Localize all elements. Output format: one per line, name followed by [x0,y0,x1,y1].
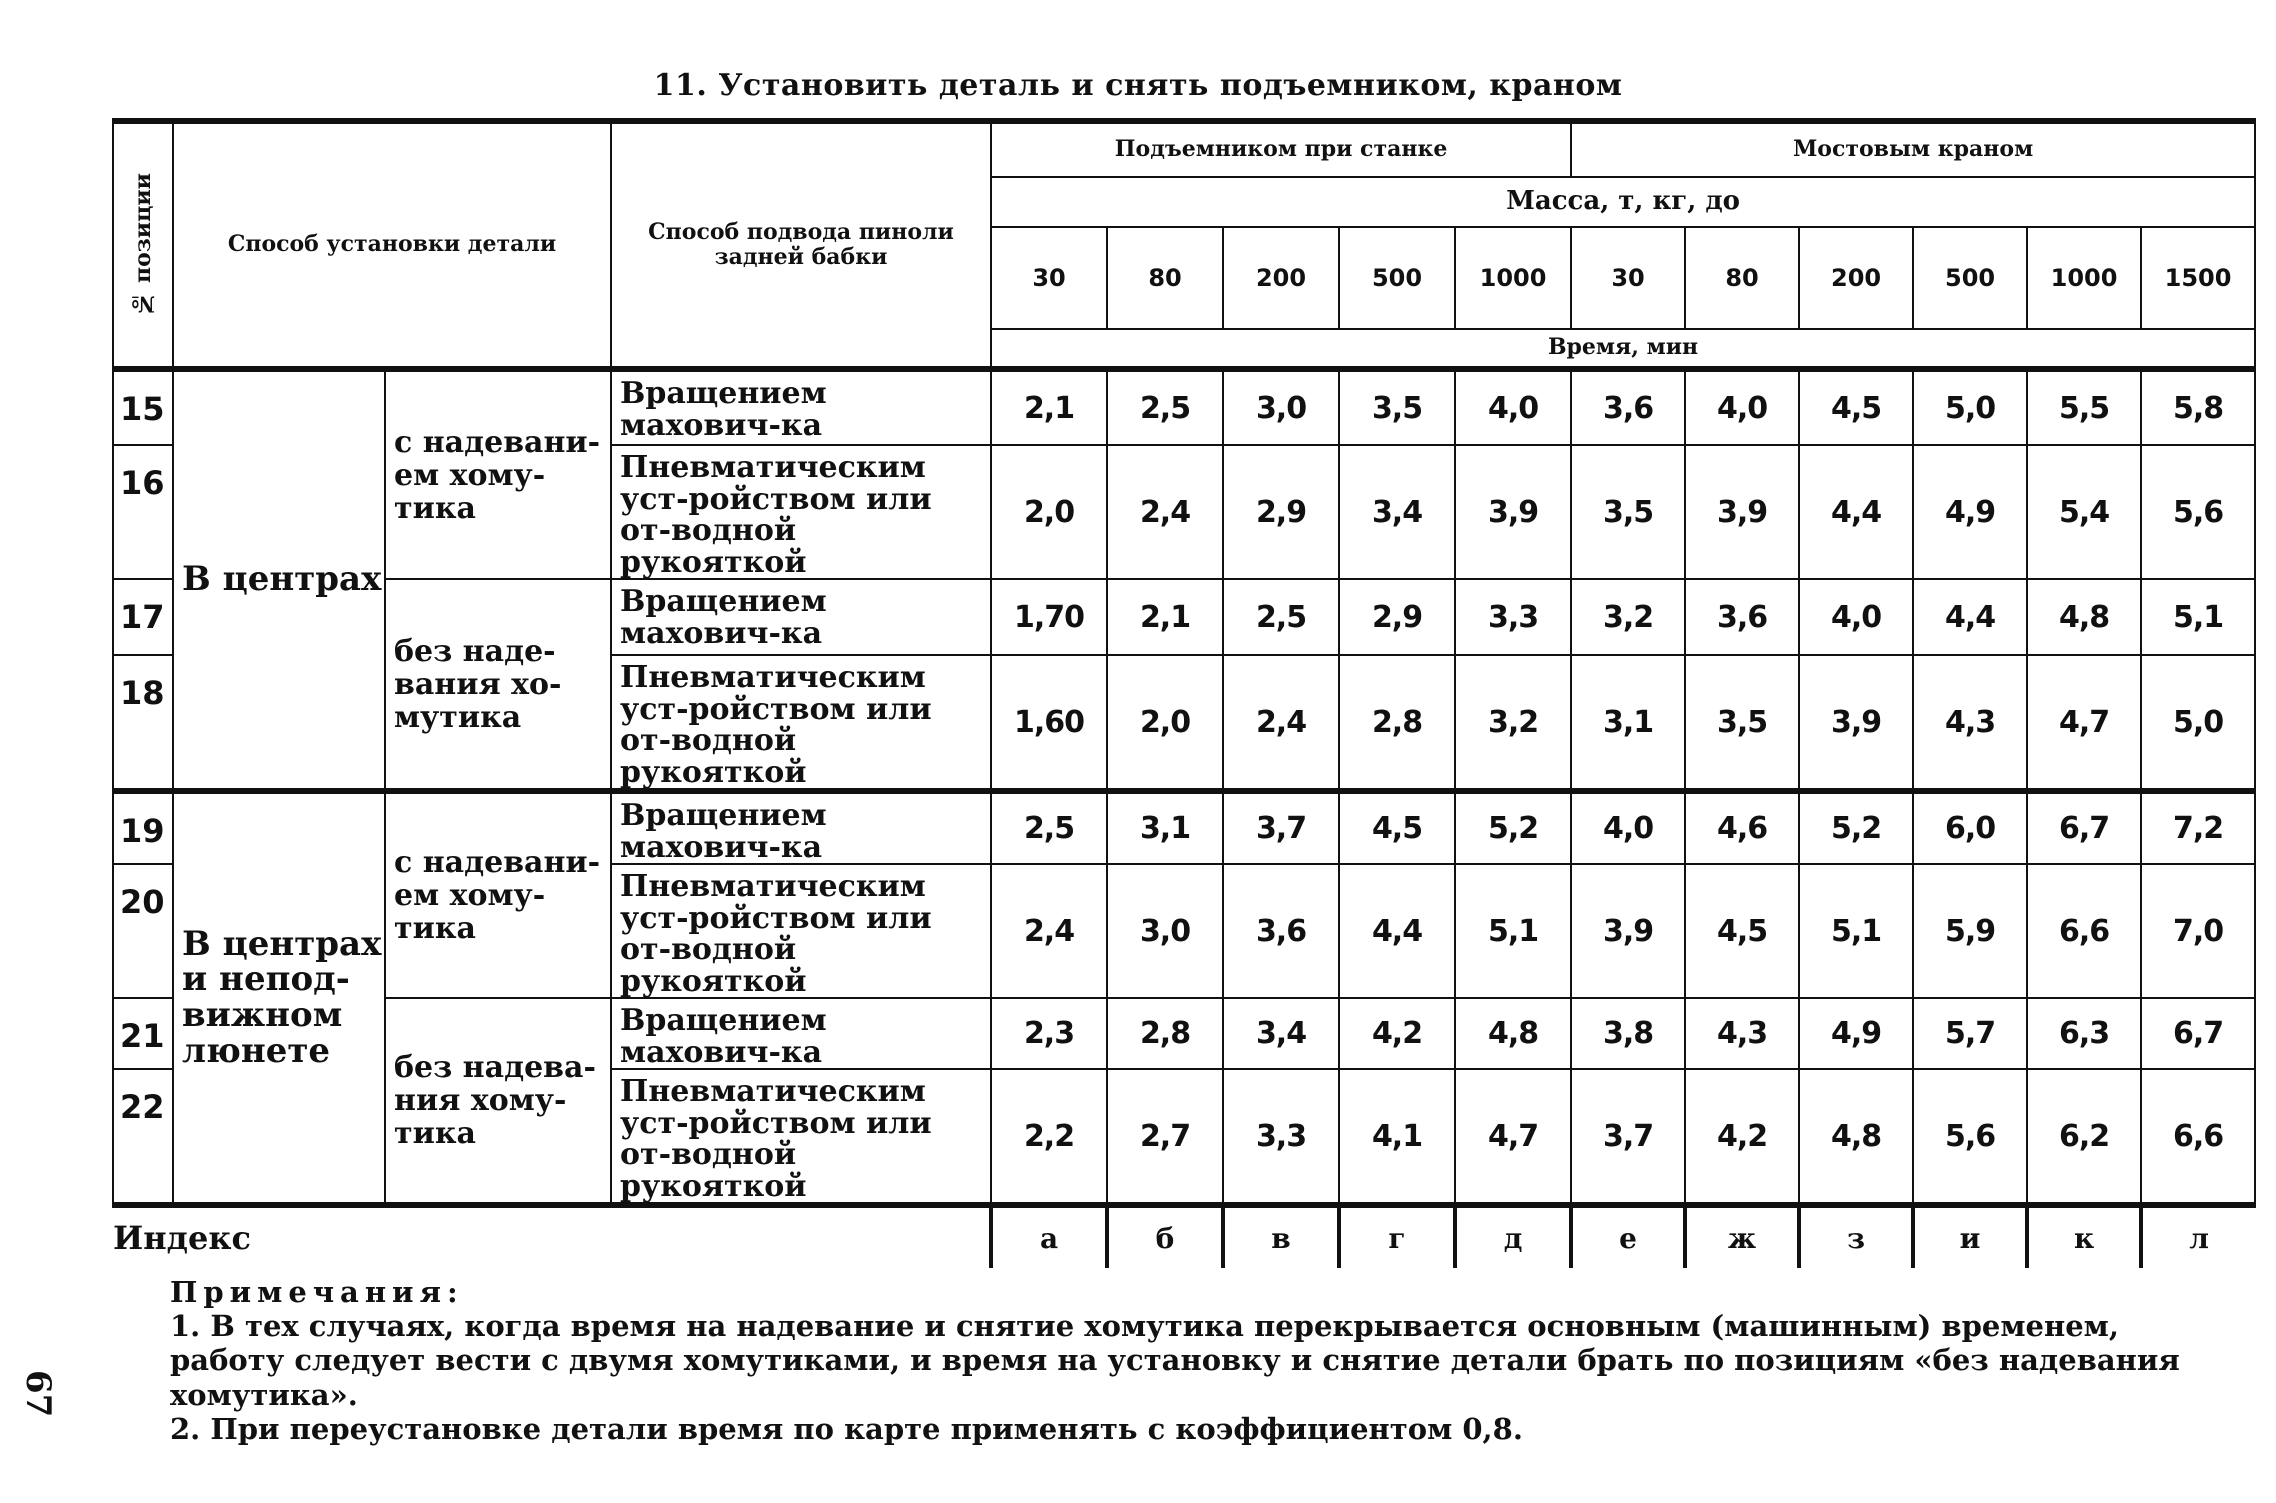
time-value: 2,9 [1339,579,1455,655]
time-value: 3,6 [1685,579,1799,655]
position-number: 22 [113,1069,173,1205]
mass-header: Масса, т, кг, до [991,177,2255,227]
time-value: 2,8 [1339,655,1455,791]
time-value: 3,9 [1799,655,1913,791]
time-value: 1,60 [991,655,1107,791]
note-2: 2. При переустановке детали время по карте применять с коэффициентом 0,8. [170,1411,1523,1446]
table-body [113,369,2255,1268]
time-value: 5,7 [1913,998,2027,1069]
time-value: 5,1 [1799,864,1913,998]
pinol-method-cell: Вращением махович-ка [611,791,991,864]
time-value: 4,7 [2027,655,2141,791]
mass-cell-crane: 1000 [2027,227,2141,329]
position-number: 15 [113,369,173,445]
time-value: 5,1 [2141,579,2255,655]
lift-group-header: Подъемником при станке [991,121,1571,177]
clamp-mode-cell: без наде-вания хо-мутика [385,579,611,791]
time-value: 3,2 [1571,579,1685,655]
time-value: 2,1 [991,369,1107,445]
time-value: 4,8 [1455,998,1571,1069]
time-value: 1,70 [991,579,1107,655]
pinol-header: Способ подвода пиноли задней бабки [611,121,991,369]
time-value: 4,8 [2027,579,2141,655]
method-cell: В центрах [173,369,385,791]
time-value: 4,3 [1913,655,2027,791]
position-number: 16 [113,445,173,579]
pinol-method-cell: Пневматическим уст-ройством или от-водной рукояткой [611,655,991,791]
time-value: 4,9 [1799,998,1913,1069]
time-value: 4,4 [1913,579,2027,655]
table-row [113,791,2255,864]
index-letter: и [1913,1205,2027,1268]
time-value: 4,4 [1339,864,1455,998]
method-header: Способ установки детали [173,121,611,369]
time-value: 6,2 [2027,1069,2141,1205]
index-letter: д [1455,1205,1571,1268]
time-value: 2,5 [1107,369,1223,445]
time-value: 3,3 [1455,579,1571,655]
time-value: 2,9 [1223,445,1339,579]
pinol-method-cell: Пневматическим уст-ройством или от-водной рукояткой [611,1069,991,1205]
time-value: 2,4 [1107,445,1223,579]
clamp-mode-cell: без надева-ния хому-тика [385,998,611,1205]
pinol-method-cell: Пневматическим уст-ройством или от-водной рукояткой [611,864,991,998]
time-value: 7,2 [2141,791,2255,864]
mass-cell-lift: 200 [1223,227,1339,329]
mass-cell-lift: 1000 [1455,227,1571,329]
index-letter: в [1223,1205,1339,1268]
time-value: 3,0 [1107,864,1223,998]
time-value: 3,2 [1455,655,1571,791]
notes [170,1275,2190,1446]
time-value: 4,5 [1799,369,1913,445]
time-value: 3,1 [1571,655,1685,791]
time-value: 2,4 [991,864,1107,998]
time-value: 4,3 [1685,998,1799,1069]
position-number: 21 [113,998,173,1069]
mass-cell-lift: 80 [1107,227,1223,329]
position-number: 19 [113,791,173,864]
time-value: 3,6 [1571,369,1685,445]
time-value: 4,9 [1913,445,2027,579]
time-value: 4,2 [1685,1069,1799,1205]
index-letter: л [2141,1205,2255,1268]
index-label: Индекс [113,1205,991,1268]
mass-cell-crane: 200 [1799,227,1913,329]
time-value: 3,3 [1223,1069,1339,1205]
time-value: 5,9 [1913,864,2027,998]
time-value: 4,0 [1799,579,1913,655]
time-value: 6,7 [2027,791,2141,864]
time-value: 3,5 [1571,445,1685,579]
time-value: 3,9 [1685,445,1799,579]
time-header: Время, мин [991,329,2255,369]
time-value: 5,2 [1799,791,1913,864]
time-value: 5,5 [2027,369,2141,445]
clamp-mode-cell: с надевани-ем хому-тика [385,369,611,579]
time-value: 2,4 [1223,655,1339,791]
time-value: 4,7 [1455,1069,1571,1205]
time-value: 5,2 [1455,791,1571,864]
mass-cell-lift: 30 [991,227,1107,329]
mass-cell-crane: 30 [1571,227,1685,329]
index-letter: к [2027,1205,2141,1268]
time-value: 3,0 [1223,369,1339,445]
time-value: 4,1 [1339,1069,1455,1205]
mass-cell-crane: 80 [1685,227,1799,329]
norm-table [112,118,2256,1268]
time-value: 4,8 [1799,1069,1913,1205]
index-letter: г [1339,1205,1455,1268]
time-value: 3,9 [1455,445,1571,579]
time-value: 6,0 [1913,791,2027,864]
pinol-method-cell: Пневматическим уст-ройством или от-водной рукояткой [611,445,991,579]
pinol-method-cell: Вращением махович-ка [611,579,991,655]
position-number: 18 [113,655,173,791]
time-value: 4,0 [1685,369,1799,445]
position-number: 17 [113,579,173,655]
pinol-method-cell: Вращением махович-ка [611,369,991,445]
time-value: 6,3 [2027,998,2141,1069]
time-value: 2,5 [991,791,1107,864]
index-letter: з [1799,1205,1913,1268]
time-value: 5,6 [1913,1069,2027,1205]
time-value: 3,9 [1571,864,1685,998]
time-value: 3,4 [1223,998,1339,1069]
time-value: 2,3 [991,998,1107,1069]
page-number: 67 [18,1370,58,1418]
time-value: 4,2 [1339,998,1455,1069]
time-value: 4,0 [1455,369,1571,445]
index-letter: е [1571,1205,1685,1268]
time-value: 4,0 [1571,791,1685,864]
index-letter: а [991,1205,1107,1268]
index-row [113,1205,2255,1268]
index-letter: б [1107,1205,1223,1268]
mass-cell-lift: 500 [1339,227,1455,329]
position-number: 20 [113,864,173,998]
table-row [113,579,2255,655]
time-value: 2,0 [991,445,1107,579]
time-value: 4,5 [1339,791,1455,864]
time-value: 3,5 [1685,655,1799,791]
time-value: 5,4 [2027,445,2141,579]
clamp-mode-cell: с надевани-ем хому-тика [385,791,611,998]
time-value: 3,7 [1223,791,1339,864]
time-value: 6,7 [2141,998,2255,1069]
table-row [113,998,2255,1069]
crane-group-header: Мостовым краном [1571,121,2255,177]
time-value: 5,1 [1455,864,1571,998]
time-value: 4,6 [1685,791,1799,864]
time-value: 3,5 [1339,369,1455,445]
time-value: 4,5 [1685,864,1799,998]
time-value: 3,4 [1339,445,1455,579]
time-value: 6,6 [2027,864,2141,998]
time-value: 5,6 [2141,445,2255,579]
time-value: 7,0 [2141,864,2255,998]
time-value: 5,8 [2141,369,2255,445]
time-value: 3,6 [1223,864,1339,998]
mass-cell-crane: 1500 [2141,227,2255,329]
time-value: 4,4 [1799,445,1913,579]
time-value: 2,5 [1223,579,1339,655]
index-letter: ж [1685,1205,1799,1268]
method-cell: В центрах и непод-вижном люнете [173,791,385,1205]
mass-cell-crane: 500 [1913,227,2027,329]
pinol-method-cell: Вращением махович-ка [611,998,991,1069]
note-1: 1. В тех случаях, когда время на надевание и снятие хомутика перекрывается основным (машинным) временем, работу следует вести с двумя хомутиками, и время на установку и снятие детали брать по позициям «без надевания хомутика». [170,1309,2180,1412]
time-value: 3,1 [1107,791,1223,864]
time-value: 2,8 [1107,998,1223,1069]
time-value: 3,7 [1571,1069,1685,1205]
notes-heading: Примечания: [170,1275,464,1309]
time-value: 6,6 [2141,1069,2255,1205]
pos-header: № позиции [130,173,156,317]
time-value: 2,1 [1107,579,1223,655]
time-value: 5,0 [2141,655,2255,791]
time-value: 2,7 [1107,1069,1223,1205]
time-value: 2,0 [1107,655,1223,791]
pos-header-cell [113,121,173,369]
time-value: 3,8 [1571,998,1685,1069]
time-value: 5,0 [1913,369,2027,445]
page-title: 11. Установить деталь и снять подъемником, краном [653,68,1623,103]
time-value: 2,2 [991,1069,1107,1205]
table-row [113,369,2255,445]
